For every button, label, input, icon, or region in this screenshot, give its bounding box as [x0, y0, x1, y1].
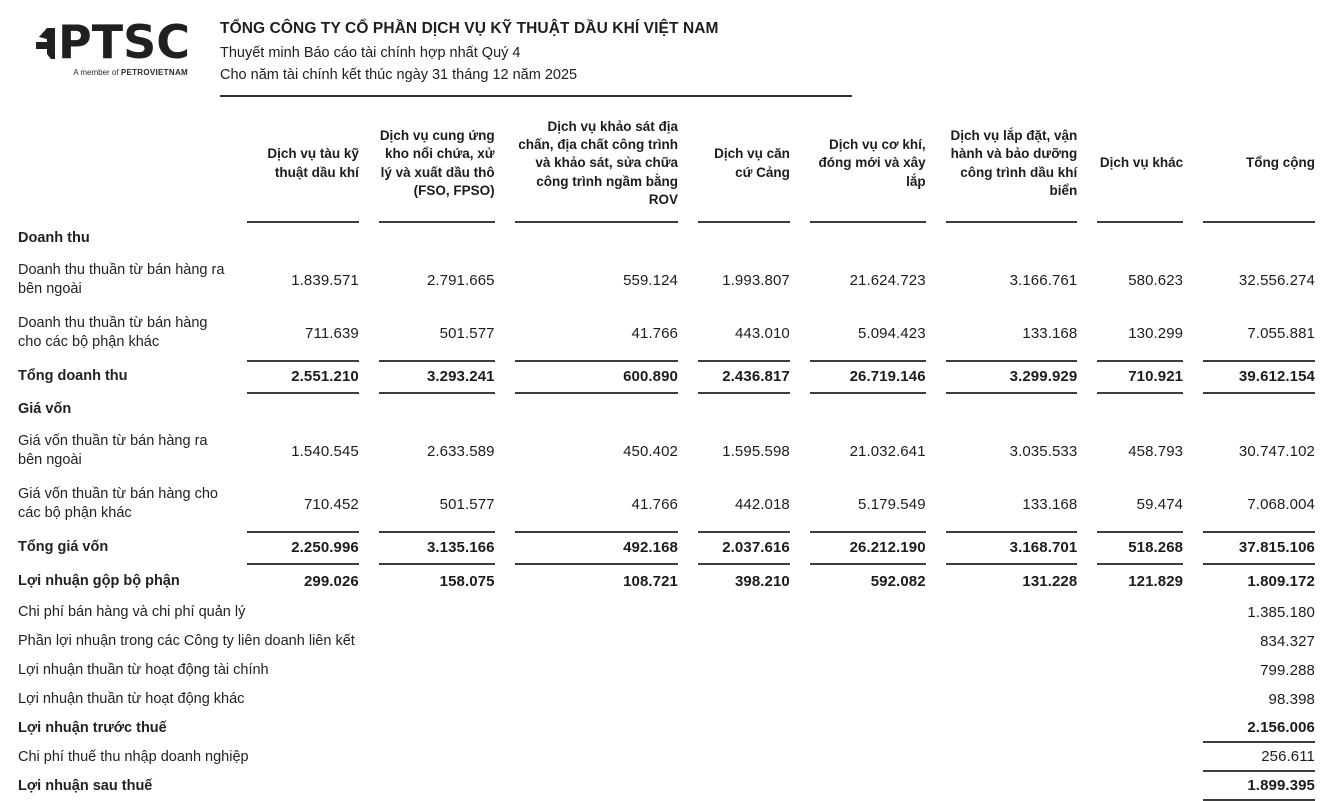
cell: 3.166.761 [1009, 271, 1078, 289]
cell: 458.793 [1128, 442, 1184, 460]
cell: 121.829 [1128, 572, 1184, 590]
cell: 30.747.102 [1238, 442, 1315, 460]
cell: 5.094.423 [858, 324, 926, 342]
report-period: Cho năm tài chính kết thúc ngày 31 tháng 12 năm 2025 [220, 66, 578, 83]
cell: 2.250.996 [247, 531, 359, 565]
logo-wordmark: PTSC [58, 14, 190, 69]
document-header [30, 14, 1335, 97]
column-header: Dịch vụ khảo sát địa chấn, địa chất công trình và khảo sát, sửa chữa công trình ngầm bằng ROV [515, 115, 678, 223]
row-label: Giá vốn thuần từ bán hàng ra bên ngoài [18, 433, 208, 468]
cell: 711.639 [305, 324, 359, 342]
row-label: Tổng doanh thu [18, 368, 128, 385]
column-header-row [18, 115, 1315, 223]
cell: 580.623 [1128, 271, 1184, 289]
row-label: Giá vốn thuần từ bán hàng cho các bộ phận khác [18, 486, 218, 521]
cell: 2.551.210 [247, 360, 359, 394]
table-row [18, 772, 1315, 801]
cell: 26.212.190 [810, 531, 926, 565]
cell: 3.135.166 [379, 531, 495, 565]
cell: 131.228 [1022, 572, 1078, 590]
table-row [18, 223, 1315, 254]
cell: 2.037.616 [698, 531, 790, 565]
cell: 37.815.106 [1203, 531, 1315, 565]
column-header: Dịch vụ cung ứng kho nổi chứa, xử lý và xuất dầu thô (FSO, FPSO) [379, 115, 495, 223]
cell-total: 98.398 [1268, 690, 1315, 708]
cell: 398.210 [734, 572, 790, 590]
cell: 5.179.549 [858, 495, 926, 513]
column-header: Dịch vụ tàu kỹ thuật dầu khí [247, 115, 359, 223]
column-header: Tổng cộng [1203, 115, 1315, 223]
cell: 3.293.241 [379, 360, 495, 394]
cell: 158.075 [439, 572, 495, 590]
cell: 443.010 [734, 324, 790, 342]
row-label: Lợi nhuận thuần từ hoạt động khác [18, 690, 245, 707]
row-label: Tổng giá vốn [18, 539, 109, 556]
cell-total: 799.288 [1260, 661, 1315, 679]
cell: 41.766 [631, 324, 678, 342]
cell: 59.474 [1136, 495, 1184, 513]
cell-total: 2.156.006 [1203, 714, 1315, 743]
cell: 1.809.172 [1247, 572, 1315, 590]
cell: 710.921 [1097, 360, 1183, 394]
row-label: Lợi nhuận gộp bộ phận [18, 572, 180, 589]
cell: 21.032.641 [849, 442, 926, 460]
column-header: Dịch vụ cơ khí, đóng mới và xây lắp [810, 115, 926, 223]
row-label-header [18, 115, 227, 223]
table-row [18, 743, 1315, 772]
report-subtitle: Thuyết minh Báo cáo tài chính hợp nhất Quý 4 [220, 45, 521, 61]
cell: 710.452 [303, 495, 359, 513]
cell: 1.540.545 [291, 442, 359, 460]
cell-total: 256.611 [1203, 743, 1315, 772]
cell: 492.168 [515, 531, 678, 565]
ptsc-logo [30, 14, 190, 77]
cell: 1.993.807 [722, 271, 790, 289]
cell: 7.068.004 [1247, 495, 1315, 513]
table-row [18, 478, 1315, 531]
table-row [18, 656, 1315, 685]
table-row [18, 598, 1315, 627]
cell: 41.766 [631, 495, 678, 513]
row-label: Doanh thu thuần từ bán hàng ra bên ngoài [18, 262, 225, 297]
cell: 133.168 [1022, 495, 1078, 513]
cell: 592.082 [870, 572, 926, 590]
cell: 501.577 [439, 324, 495, 342]
cell-total: 834.327 [1260, 632, 1315, 650]
row-label: Lợi nhuận thuần từ hoạt động tài chính [18, 661, 269, 678]
logo-tagline: A member of PETROVIETNAM [73, 68, 188, 77]
table-row [18, 360, 1315, 394]
cell: 1.839.571 [291, 271, 359, 289]
row-label: Doanh thu thuần từ bán hàng cho các bộ phận khác [18, 315, 208, 350]
cell: 559.124 [623, 271, 678, 289]
cell: 3.035.533 [1009, 442, 1078, 460]
cell: 3.168.701 [946, 531, 1078, 565]
petrovietnam-flame-icon [34, 26, 60, 65]
cell: 130.299 [1128, 324, 1184, 342]
table-row [18, 531, 1315, 565]
cell: 133.168 [1022, 324, 1078, 342]
segment-report-table [0, 115, 1335, 801]
cell: 26.719.146 [810, 360, 926, 394]
column-header: Dịch vụ căn cứ Cảng [698, 115, 790, 223]
cell: 299.026 [303, 572, 359, 590]
cell: 32.556.274 [1238, 271, 1315, 289]
cell-total: 1.385.180 [1247, 603, 1315, 621]
cell: 2.791.665 [426, 271, 495, 289]
cell: 3.299.929 [946, 360, 1078, 394]
cell: 518.268 [1097, 531, 1183, 565]
table-row [18, 307, 1315, 360]
table-row [18, 565, 1315, 598]
row-label: Doanh thu [18, 229, 90, 246]
row-label: Lợi nhuận trước thuế [18, 719, 167, 736]
row-label: Chi phí thuế thu nhập doanh nghiệp [18, 748, 249, 765]
report-title-block [220, 18, 852, 97]
row-label: Chi phí bán hàng và chi phí quản lý [18, 603, 246, 620]
column-header: Dịch vụ lắp đặt, vận hành và bảo dưỡng công trình dầu khí biển [946, 115, 1078, 223]
table-row [18, 714, 1315, 743]
cell: 450.402 [623, 442, 678, 460]
table-row [18, 627, 1315, 656]
cell: 2.633.589 [426, 442, 495, 460]
cell-total: 1.899.395 [1203, 772, 1315, 801]
cell: 600.890 [515, 360, 678, 394]
table-row [18, 685, 1315, 714]
row-label: Lợi nhuận sau thuế [18, 777, 153, 794]
cell: 2.436.817 [698, 360, 790, 394]
cell: 39.612.154 [1203, 360, 1315, 394]
cell: 1.595.598 [722, 442, 790, 460]
row-label: Giá vốn [18, 400, 72, 417]
cell: 21.624.723 [849, 271, 926, 289]
table-row [18, 425, 1315, 478]
table-row [18, 394, 1315, 425]
cell: 7.055.881 [1247, 324, 1315, 342]
cell: 442.018 [734, 495, 790, 513]
company-name: TỔNG CÔNG TY CỔ PHẦN DỊCH VỤ KỸ THUẬT DẦU KHÍ VIỆT NAM [220, 20, 719, 37]
row-label: Phần lợi nhuận trong các Công ty liên doanh liên kết [18, 632, 355, 649]
cell: 501.577 [439, 495, 495, 513]
table-row [18, 254, 1315, 307]
column-header: Dịch vụ khác [1097, 115, 1183, 223]
cell: 108.721 [623, 572, 678, 590]
